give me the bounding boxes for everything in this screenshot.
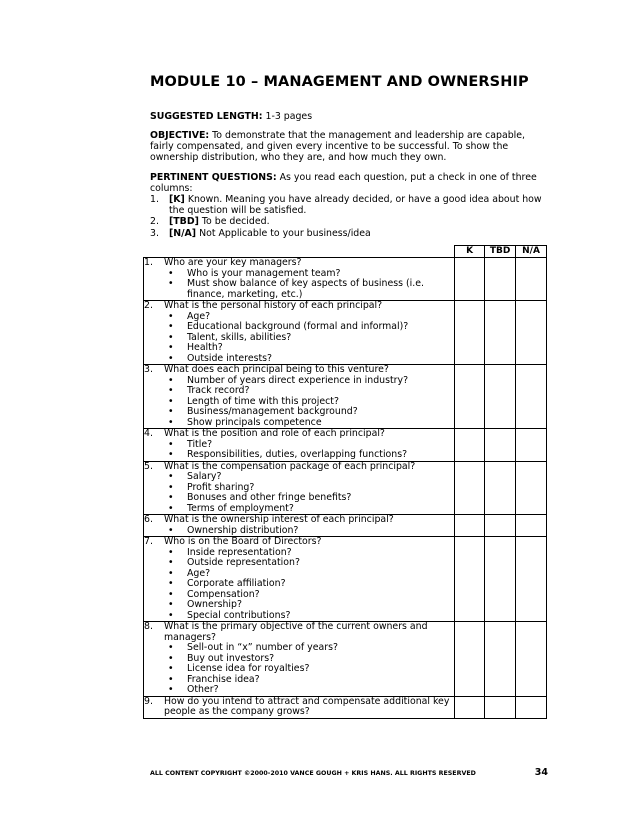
sub-question xyxy=(144,418,454,429)
question-text: What is the position and role of each principal? xyxy=(164,428,385,439)
bullet-icon: • xyxy=(168,342,174,353)
check-cell-na[interactable] xyxy=(516,515,547,537)
question-cell xyxy=(144,301,455,365)
bullet-icon: • xyxy=(168,385,174,396)
questions-table xyxy=(143,245,547,719)
check-cell-tbd[interactable] xyxy=(485,429,516,462)
sub-question xyxy=(144,504,454,515)
bullet-icon: • xyxy=(168,374,174,386)
legend-list xyxy=(150,194,550,239)
pertinent-questions xyxy=(150,172,550,194)
sub-question-text: Franchise idea? xyxy=(187,673,260,685)
bullet-icon: • xyxy=(168,449,174,460)
question-row xyxy=(144,537,547,622)
suggested-length-label: SUGGESTED LENGTH: xyxy=(150,111,263,122)
check-cell-tbd[interactable] xyxy=(485,537,516,622)
sub-question-text: Other? xyxy=(187,684,219,695)
sub-question xyxy=(144,600,454,611)
question-row xyxy=(144,696,547,718)
sub-question-text: Length of time with this project? xyxy=(187,395,339,407)
question-row xyxy=(144,515,547,537)
question-text: Who is on the Board of Directors? xyxy=(164,536,322,547)
sub-question-text: Outside representation? xyxy=(187,557,300,568)
bullet-icon: • xyxy=(168,567,174,579)
check-cell-k[interactable] xyxy=(455,365,485,429)
sub-question xyxy=(144,643,454,654)
question-number: 4. xyxy=(144,428,153,439)
sub-question xyxy=(144,611,454,622)
bullet-icon: • xyxy=(168,524,174,536)
check-cell-tbd[interactable] xyxy=(485,365,516,429)
copyright-notice: ALL CONTENT COPYRIGHT ©2000-2010 VANCE GOUGH + KRIS HANS. ALL RIGHTS RESERVED xyxy=(150,770,476,777)
sub-question xyxy=(144,343,454,354)
sub-question xyxy=(144,579,454,590)
sub-question-text: Compensation? xyxy=(187,588,260,600)
question-row xyxy=(144,365,547,429)
sub-question-text: Age? xyxy=(187,567,211,579)
sub-question xyxy=(144,386,454,397)
check-cell-na[interactable] xyxy=(516,622,547,697)
sub-question xyxy=(144,472,454,483)
check-cell-k[interactable] xyxy=(455,515,485,537)
question-number: 9. xyxy=(144,695,153,707)
sub-question-text: Buy out investors? xyxy=(187,652,275,664)
question-cell xyxy=(144,429,455,462)
question-cell xyxy=(144,258,455,301)
column-header-na: N/A xyxy=(516,246,547,258)
check-cell-k[interactable] xyxy=(455,622,485,697)
check-cell-k[interactable] xyxy=(455,537,485,622)
question-row xyxy=(144,622,547,697)
bullet-icon: • xyxy=(168,416,174,428)
bullet-icon: • xyxy=(168,663,174,674)
check-cell-k[interactable] xyxy=(455,461,485,515)
question-text: What is the compensation package of each principal? xyxy=(164,460,416,472)
check-cell-tbd[interactable] xyxy=(485,301,516,365)
sub-question-text: Must show balance of key aspects of business (i.e. finance, marketing, etc.) xyxy=(187,278,424,300)
legend-item: 1. [K] Known. Meaning you have already decided, or have a good idea about how the question will be satisfied. xyxy=(150,194,542,217)
sub-question xyxy=(144,685,454,696)
question-number: 7. xyxy=(144,536,153,547)
sub-question-text: Talent, skills, abilities? xyxy=(187,331,292,343)
bullet-icon: • xyxy=(168,352,174,364)
sub-question xyxy=(144,664,454,675)
bullet-icon: • xyxy=(168,278,174,289)
check-cell-k[interactable] xyxy=(455,429,485,462)
suggested-length-value: 1-3 pages xyxy=(265,111,313,122)
sub-question-text: Show principals competence xyxy=(187,416,322,428)
question-text: What is the primary objective of the current owners and managers? xyxy=(164,621,428,643)
sub-question-text: Track record? xyxy=(187,385,250,396)
question-text: How do you intend to attract and compensate additional key people as the company grows? xyxy=(164,695,450,717)
question-number: 1. xyxy=(144,257,153,268)
bullet-icon: • xyxy=(168,642,174,653)
objective xyxy=(150,130,550,164)
bullet-icon: • xyxy=(168,310,174,322)
sub-question xyxy=(144,322,454,333)
bullet-icon: • xyxy=(168,321,174,332)
bullet-icon: • xyxy=(168,578,174,589)
objective-text: To demonstrate that the management and leadership are capable, fairly compensated, and given every incentive to be successful. To show the ownership distribution, who they are, and how much they own. xyxy=(150,130,526,164)
sub-question xyxy=(144,558,454,569)
table-header-blank xyxy=(144,246,455,258)
sub-question-text: Educational background (formal and informal)? xyxy=(187,321,409,332)
sub-question-text: Who is your management team? xyxy=(187,267,341,279)
check-cell-na[interactable] xyxy=(516,696,547,718)
bullet-icon: • xyxy=(168,267,174,279)
page-title: MODULE 10 – MANAGEMENT AND OWNERSHIP xyxy=(150,74,529,90)
sub-question xyxy=(144,407,454,418)
bullet-icon: • xyxy=(168,557,174,568)
check-cell-tbd[interactable] xyxy=(485,258,516,301)
sub-question-text: Special contributions? xyxy=(187,609,291,621)
question-cell xyxy=(144,622,455,697)
sub-question-text: Responsibilities, duties, overlapping functions? xyxy=(187,449,408,460)
sub-question-text: License idea for royalties? xyxy=(187,663,310,674)
bullet-icon: • xyxy=(168,481,174,493)
page-number: 34 xyxy=(534,767,548,778)
bullet-icon: • xyxy=(168,673,174,685)
bullet-icon: • xyxy=(168,406,174,417)
bullet-icon: • xyxy=(168,331,174,343)
question-number: 6. xyxy=(144,514,153,525)
question-cell xyxy=(144,696,455,718)
sub-question-text: Profit sharing? xyxy=(187,481,255,493)
check-cell-tbd[interactable] xyxy=(485,696,516,718)
column-header-tbd: TBD xyxy=(485,246,516,258)
bullet-icon: • xyxy=(168,684,174,695)
check-cell-tbd[interactable] xyxy=(485,461,516,515)
sub-question xyxy=(144,279,454,300)
sub-question-text: Sell-out in “x” number of years? xyxy=(187,642,338,653)
sub-question xyxy=(144,526,454,537)
sub-question-text: Outside interests? xyxy=(187,352,273,364)
sub-question-text: Health? xyxy=(187,342,223,353)
bullet-icon: • xyxy=(168,546,174,558)
pertinent-questions-label: PERTINENT QUESTIONS: xyxy=(150,172,277,183)
question-row xyxy=(144,258,547,301)
sub-question-text: Corporate affiliation? xyxy=(187,578,286,589)
check-cell-na[interactable] xyxy=(516,365,547,429)
sub-question-text: Bonuses and other fringe benefits? xyxy=(187,492,352,503)
sub-question-text: Inside representation? xyxy=(187,546,292,558)
question-row xyxy=(144,301,547,365)
sub-question-text: Ownership? xyxy=(187,599,242,610)
question-cell xyxy=(144,365,455,429)
footer xyxy=(150,767,548,778)
objective-label: OBJECTIVE: xyxy=(150,130,210,141)
check-cell-na[interactable] xyxy=(516,258,547,301)
sub-question xyxy=(144,450,454,461)
question-number: 8. xyxy=(144,621,153,632)
suggested-length xyxy=(150,111,550,122)
question-text: What is the personal history of each principal? xyxy=(164,300,383,311)
question-number: 2. xyxy=(144,300,153,311)
check-cell-k[interactable] xyxy=(455,696,485,718)
question-cell xyxy=(144,461,455,515)
question-cell xyxy=(144,537,455,622)
bullet-icon: • xyxy=(168,652,174,664)
pertinent-questions-text: As you read each question, put a check in one of three columns: xyxy=(150,172,537,195)
check-cell-na[interactable] xyxy=(516,429,547,462)
question-text: What does each principal being to this venture? xyxy=(164,364,389,375)
question-number: 5. xyxy=(144,460,153,472)
sub-question-text: Salary? xyxy=(187,471,222,482)
sub-question-text: Ownership distribution? xyxy=(187,524,299,536)
legend-item: 2. [TBD] To be decided. xyxy=(150,216,270,228)
legend-item: 3. [N/A] Not Applicable to your business/idea xyxy=(150,227,371,239)
bullet-icon: • xyxy=(168,395,174,407)
question-text: What is the ownership interest of each principal? xyxy=(164,514,394,525)
question-number: 3. xyxy=(144,364,153,375)
sub-question-text: Business/management background? xyxy=(187,406,358,417)
check-cell-k[interactable] xyxy=(455,258,485,301)
bullet-icon: • xyxy=(168,599,174,610)
check-cell-tbd[interactable] xyxy=(485,622,516,697)
column-header-k: K xyxy=(455,246,485,258)
sub-question-text: Age? xyxy=(187,310,211,322)
question-row xyxy=(144,429,547,462)
check-cell-na[interactable] xyxy=(516,301,547,365)
check-cell-tbd[interactable] xyxy=(485,515,516,537)
check-cell-na[interactable] xyxy=(516,461,547,515)
sub-question-text: Terms of employment? xyxy=(187,502,294,514)
check-cell-k[interactable] xyxy=(455,301,485,365)
bullet-icon: • xyxy=(168,502,174,514)
bullet-icon: • xyxy=(168,609,174,621)
bullet-icon: • xyxy=(168,471,174,482)
question-row xyxy=(144,461,547,515)
bullet-icon: • xyxy=(168,588,174,600)
check-cell-na[interactable] xyxy=(516,537,547,622)
sub-question-text: Number of years direct experience in industry? xyxy=(187,374,409,386)
bullet-icon: • xyxy=(168,492,174,503)
sub-question xyxy=(144,493,454,504)
sub-question-text: Title? xyxy=(187,438,213,450)
question-cell xyxy=(144,515,455,537)
question-text: Who are your key managers? xyxy=(164,257,302,268)
bullet-icon: • xyxy=(168,438,174,450)
sub-question xyxy=(144,354,454,365)
